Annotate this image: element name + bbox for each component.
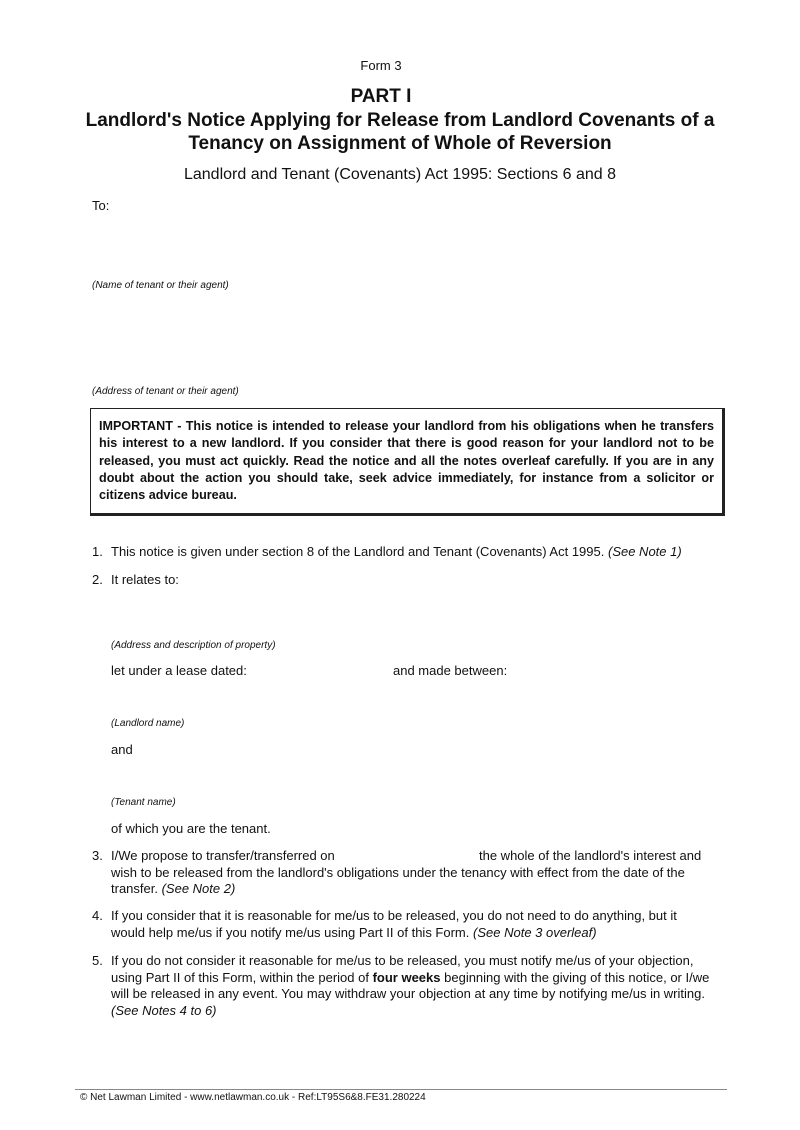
footer-divider bbox=[75, 1089, 727, 1090]
document-title: Landlord's Notice Applying for Release from Landlord Covenants of a Tenancy on Assignment of Whole of Reversion bbox=[85, 110, 715, 154]
item-5-note: (See Notes 4 to 6) bbox=[111, 1002, 217, 1018]
item-3-text-b: the whole of the landlord's interest and bbox=[479, 848, 702, 863]
footer-text: © Net Lawman Limited - www.netlawman.co.uk - Ref:LT95S6&8.FE31.280224 bbox=[80, 1092, 426, 1103]
item-number: 3. bbox=[92, 848, 103, 863]
item-4-text: If you consider that it is reasonable for me/us to be released, you do not need to do anything, but it would help me/us if you notify me/us using Part II of this Form. bbox=[111, 908, 677, 940]
item-5-text-a: If you do not consider it reasonable for me/us to be released, you must notify me/us of your objection, using Part II of this Form, within the period of bbox=[111, 953, 694, 985]
item-3-note: (See Note 2) bbox=[161, 881, 236, 896]
item-number: 2. bbox=[92, 572, 103, 587]
form-number: Form 3 bbox=[360, 58, 402, 73]
item-1-note: (See Note 1) bbox=[607, 544, 682, 559]
tenant-address-caption: (Address of tenant or their agent) bbox=[92, 386, 239, 397]
important-notice-text: IMPORTANT - This notice is intended to release your landlord from his obligations when he transfers his interest to a new landlord. If you consider that there is good reason for your landlord not to be released, you must act quickly. Read the notice and all the notes overleaf carefully. If you are in any doubt about the action you should take, seek advice immediately, for instance from a solicitor or citizens advice bureau. bbox=[99, 419, 714, 503]
item-4 bbox=[92, 908, 712, 941]
item-number: 1. bbox=[92, 544, 103, 559]
made-between-label: and made between: bbox=[393, 663, 508, 678]
item-3-text-c: wish to be released from the landlord's obligations under the tenancy with effect from the date of the transfer. bbox=[111, 864, 685, 896]
part-heading: PART I bbox=[350, 86, 412, 107]
landlord-name-caption: (Landlord name) bbox=[111, 718, 185, 729]
item-3 bbox=[92, 848, 712, 898]
item-1-text: This notice is given under section 8 of the Landlord and Tenant (Covenants) Act 1995. bbox=[111, 544, 605, 559]
item-5-text-b: beginning with the giving of this notice, or I/we will be released in any event. You may withdraw your objection at any time by notifying me/us in writing. bbox=[111, 969, 710, 1001]
item-number: 4. bbox=[92, 908, 103, 923]
item-4-note: (See Note 3 overleaf) bbox=[473, 924, 597, 940]
property-caption: (Address and description of property) bbox=[111, 640, 276, 651]
of-which-label: of which you are the tenant. bbox=[111, 821, 271, 836]
to-label: To: bbox=[92, 198, 110, 213]
item-5-bold: four weeks bbox=[372, 969, 441, 985]
lease-dated-label: let under a lease dated: bbox=[111, 663, 247, 678]
item-2 bbox=[92, 572, 712, 589]
item-3-text-a: I/We propose to transfer/transferred on bbox=[111, 848, 335, 863]
important-notice-box bbox=[90, 408, 725, 516]
item-number: 5. bbox=[92, 953, 103, 968]
item-5 bbox=[92, 953, 712, 1019]
and-label: and bbox=[111, 742, 133, 757]
item-1 bbox=[92, 544, 712, 561]
tenant-name-caption: (Name of tenant or their agent) bbox=[92, 280, 229, 291]
document-subtitle: Landlord and Tenant (Covenants) Act 1995: Sections 6 and 8 bbox=[183, 166, 616, 183]
tenant-name-caption-2: (Tenant name) bbox=[111, 797, 176, 808]
item-2-text: It relates to: bbox=[111, 572, 179, 587]
